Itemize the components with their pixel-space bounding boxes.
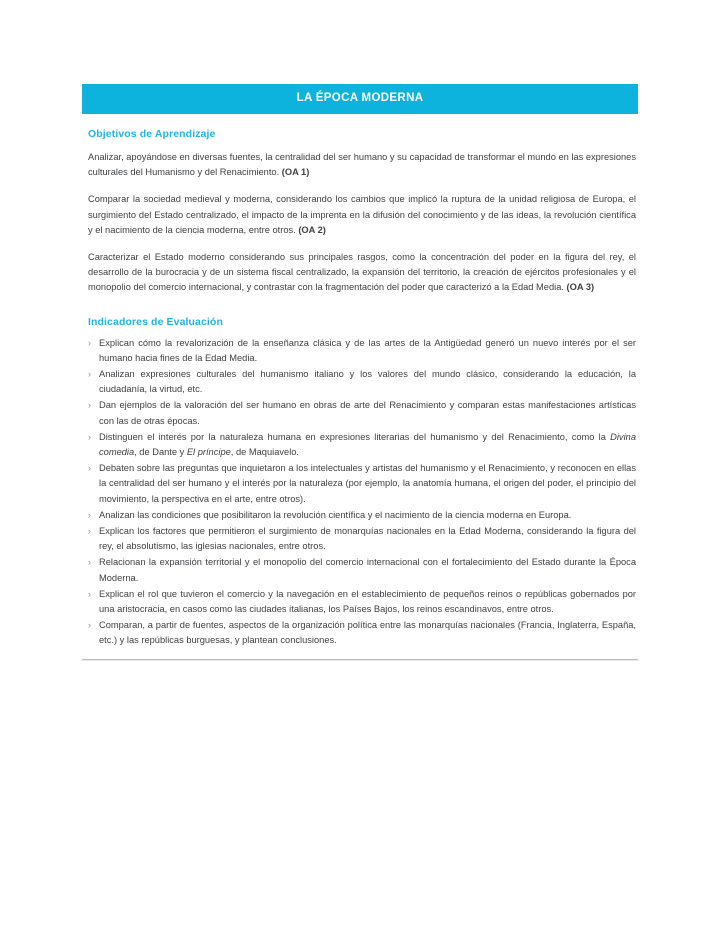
indicator-text: Analizan expresiones culturales del humanismo italiano y los valores del mundo clásico, considerando la educación, la ciudadanía, la virtud, etc. xyxy=(99,369,636,395)
indicator-text: Analizan las condiciones que posibilitaron la revolución científica y el nacimiento de la ciencia moderna en Europa. xyxy=(99,509,572,520)
indicator-text: Explican el rol que tuvieron el comercio y la navegación en el establecimiento de pequeños reinos o repúblicas gobernados por una aristocracia, en casos como las ciudades italianas, los Países Bajos, los reinos escandinavos, entre otros. xyxy=(99,588,636,615)
learning-objective xyxy=(88,250,638,296)
chevron-right-icon: › xyxy=(88,337,91,348)
indicator-text: , de Dante y xyxy=(134,447,187,458)
objective-text: Analizar, apoyándose en diversas fuentes, la centralidad del ser humano y su capacidad de transformar el mundo en las expresiones culturales del Humanismo y del Renacimiento. xyxy=(88,152,636,178)
chevron-right-icon: › xyxy=(88,463,91,474)
evaluation-indicators-list xyxy=(88,336,638,649)
evaluation-indicator xyxy=(88,508,638,523)
objectives-heading: Objetivos de Aprendizaje xyxy=(88,128,216,140)
evaluation-indicator xyxy=(88,618,638,648)
indicator-text: Explican cómo la revalorización de la enseñanza clásica y de las artes de la Antigüedad generó un nuevo interés por el ser humano hacia fines de la Edad Media. xyxy=(99,337,636,363)
indicator-text: Comparan, a partir de fuentes, aspectos de la organización política entre las monarquías nacionales (Francia, Inglaterra, España, etc.) y las repúblicas burguesas, y plantean conclusiones. xyxy=(99,620,636,646)
indicator-text: Distinguen el interés por la naturaleza humana en expresiones literarias del humanismo y del Renacimiento, como la xyxy=(99,431,611,442)
objective-code: (OA 3) xyxy=(566,282,595,293)
evaluation-indicator xyxy=(88,336,638,366)
indicator-title-italic: El príncipe xyxy=(186,447,231,458)
evaluation-indicator xyxy=(88,367,638,397)
evaluation-indicator xyxy=(88,398,638,428)
chevron-right-icon: › xyxy=(88,620,91,631)
evaluation-indicator xyxy=(88,587,638,617)
objective-code: (OA 1) xyxy=(281,167,310,178)
indicator-text: Relacionan la expansión territorial y el monopolio del comercio internacional con el fortalecimiento del Estado durante la Época Moderna. xyxy=(99,557,636,583)
evaluation-indicator xyxy=(88,430,638,460)
objective-code: (OA 2) xyxy=(298,224,326,235)
indicator-text: Dan ejemplos de la valoración del ser humano en obras de arte del Renacimiento y comparan estas manifestaciones artísticas con las de otras épocas. xyxy=(99,400,636,426)
indicator-text: Debaten sobre las preguntas que inquietaron a los intelectuales y artistas del humanismo y el Renacimiento, y reconocen en ellas la centralidad del ser humano y el interés por la naturaleza (por ejemplo, la anatomía humana, el origen del poder, el principio del movimiento, la perspectiva en el arte, entre otros). xyxy=(99,463,636,504)
chevron-right-icon: › xyxy=(88,526,91,537)
evaluation-indicator xyxy=(88,555,638,585)
page-title: LA ÉPOCA MODERNA xyxy=(296,92,424,105)
indicator-title-italic: Divina comedia xyxy=(99,431,636,458)
chevron-right-icon: › xyxy=(88,509,91,520)
objective-text: Caracterizar el Estado moderno considerando sus principales rasgos, como la concentración del poder en la figura del rey, el desarrollo de la burocracia y de un sistema fiscal centralizado, la expansión del territorio, la creación de ejércitos profesionales y el monopolio del comercio internacional, y contrastar con la fragmentación del poder que caracterizó a la Edad Media. xyxy=(88,252,636,293)
indicator-text: , de Maquiavelo. xyxy=(230,447,300,458)
chevron-right-icon: › xyxy=(88,369,91,380)
evaluation-indicator xyxy=(88,524,638,554)
chevron-right-icon: › xyxy=(88,588,91,599)
indicator-text: Explican los factores que permitieron el surgimiento de monarquías nacionales en la Edad Moderna, considerando la figura del rey, el absolutismo, las iglesias nacionales, entre otros. xyxy=(99,526,636,552)
learning-objective xyxy=(88,192,638,238)
evaluation-indicator xyxy=(88,461,638,507)
bottom-divider xyxy=(82,659,638,661)
page-title-band xyxy=(82,84,638,114)
chevron-right-icon: › xyxy=(88,400,91,411)
indicators-heading: Indicadores de Evaluación xyxy=(88,315,223,328)
learning-objective xyxy=(88,150,638,180)
chevron-right-icon: › xyxy=(88,557,91,568)
objective-text: Comparar la sociedad medieval y moderna, considerando los cambios que implicó la ruptura de la unidad religiosa de Europa, el surgimiento del Estado centralizado, el impacto de la imprenta en la difusión del conocimiento y de las ideas, la revolución científica y el nacimiento de la ciencia moderna, entre otros. xyxy=(88,194,636,235)
page-content xyxy=(82,84,638,661)
chevron-right-icon: › xyxy=(88,431,91,442)
learning-objectives-list xyxy=(88,150,638,296)
